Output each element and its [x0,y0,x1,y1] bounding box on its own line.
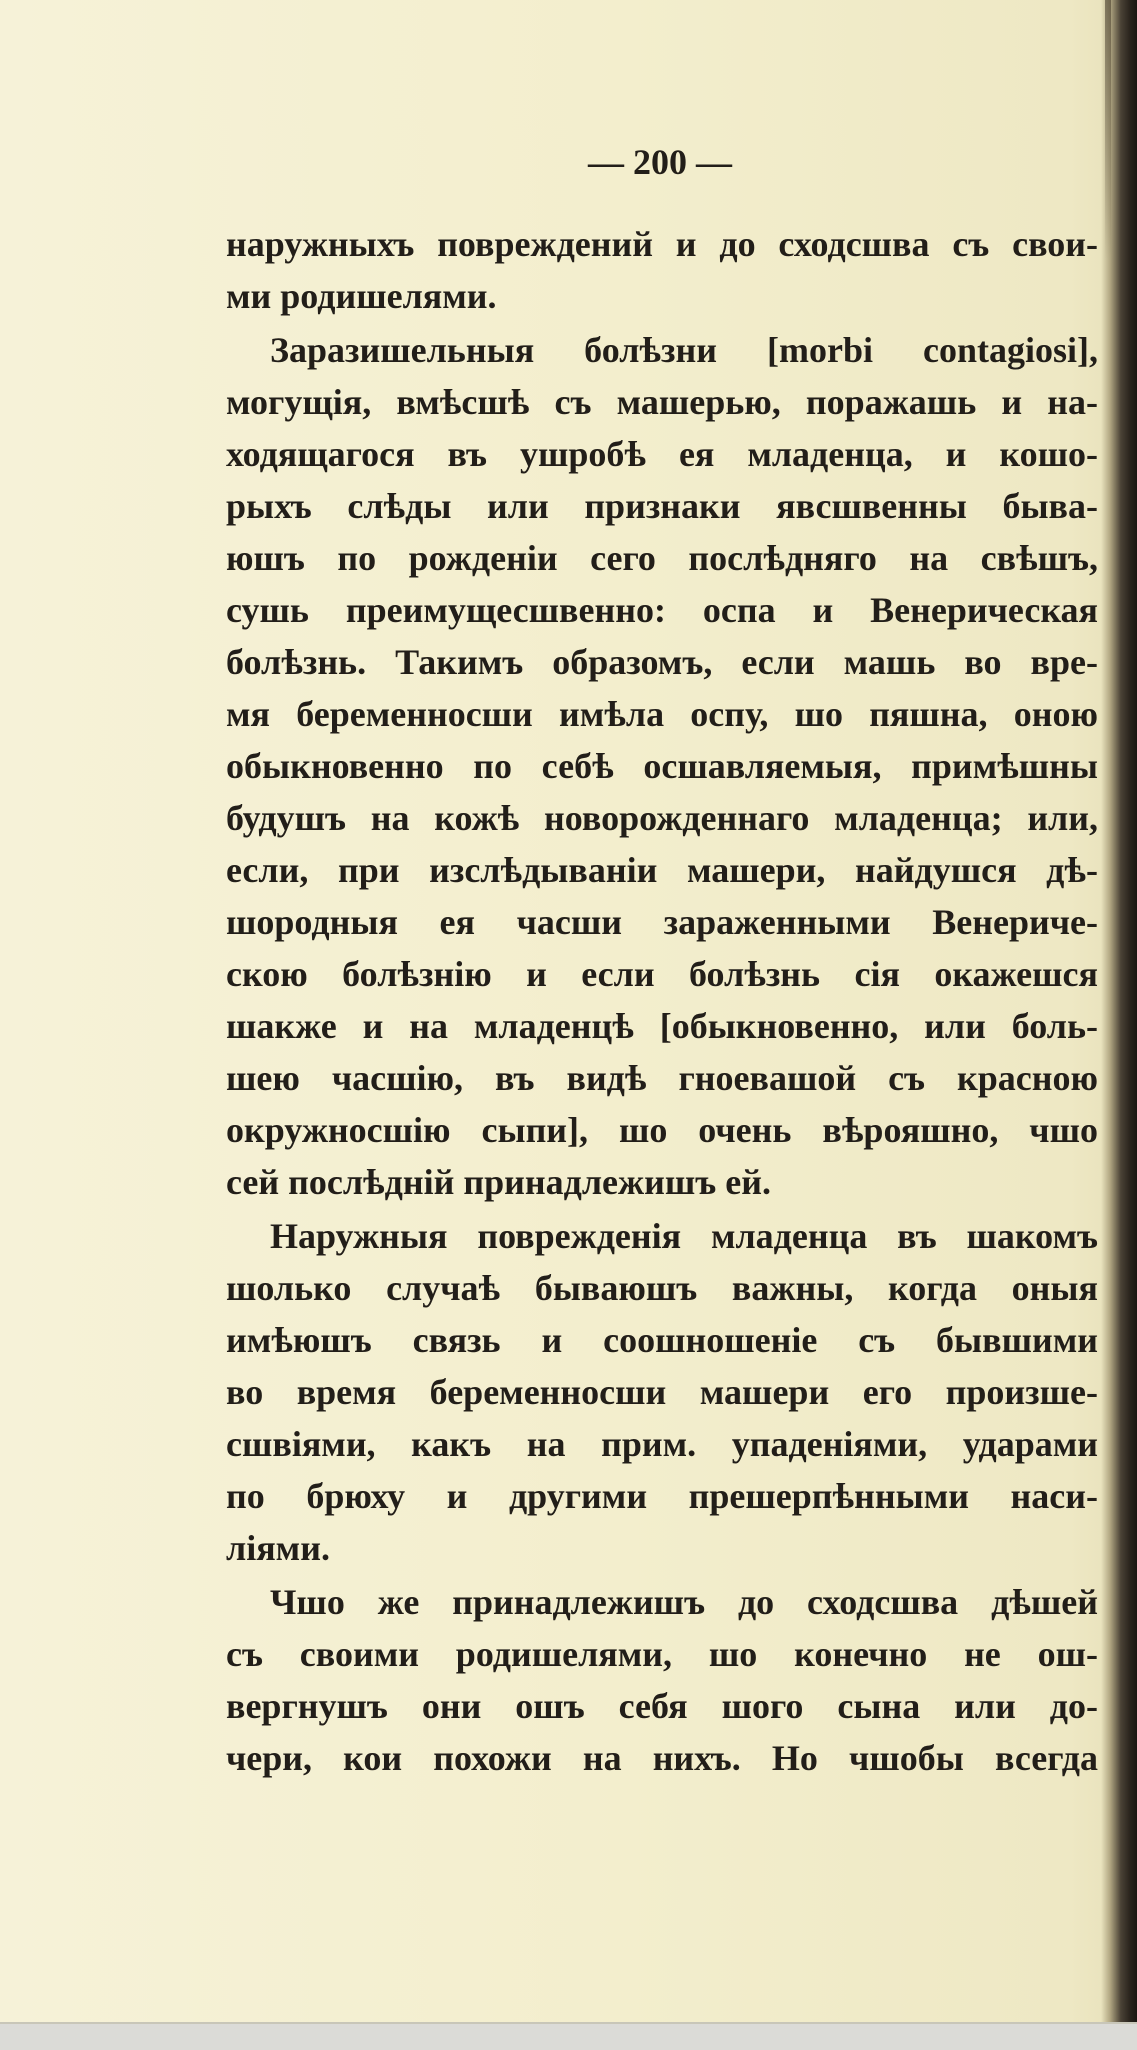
text-line: юшъ по рожденіи сего послѣдняго на свѣшъ, [226,538,1098,578]
text-line: сшвіями, какъ на прим. упаденіями, ударами [226,1424,1098,1464]
text-line: шолько случаѣ бываюшъ важны, когда оныя [226,1268,1098,1308]
text-line: наружныхъ повреждений и до сходсшва съ свои- [226,224,1098,264]
text-line: будушъ на кожѣ новорожденнаго младенца; или, [226,798,1098,838]
text-line: шакже и на младенцѣ [обыкновенно, или боль- [226,1006,1098,1046]
paragraph [226,1210,1098,1574]
text-line: скою болѣзнію и если болѣзнь сія окажешся [226,954,1098,994]
text-line: сей послѣдній принадлежишъ ей. [226,1162,771,1202]
text-line: если, при изслѣдываніи машери, найдушся дѣ- [226,850,1098,890]
text-line: рыхъ слѣды или признаки явсшвенны быва- [226,486,1098,526]
text-line: съ своими родишелями, шо конечно не ош- [226,1634,1098,1674]
binding-shadow-stripe [1105,0,1111,260]
text-line: мя беременносши имѣла оспу, шо пяшна, оною [226,694,1098,734]
text-line: по брюху и другими прешерпѣнными наси- [226,1476,1098,1516]
text-line: шородныя ея часши зараженными Венериче- [226,902,1098,942]
binding-shadow [1101,0,1137,2026]
text-line: чери, кои похожи на нихъ. Но чшобы всегда [226,1738,1098,1778]
text-line: окружносшію сыпи], шо очень вѣрояшно, чшо [226,1110,1098,1150]
text-line: шею часшію, въ видѣ гноевашой съ красною [226,1058,1098,1098]
page-body [226,218,1098,1784]
text-line: Заразишельныя болѣзни [morbi contagiosi], [270,330,1098,370]
text-line: Наружныя поврежденія младенца въ шакомъ [270,1216,1098,1256]
page-number-header: — 200 — [588,142,732,182]
paragraph [226,324,1098,1208]
text-line: сушь преимущесшвенно: оспа и Венерическая [226,590,1098,630]
text-line: ми родишелями. [226,276,497,316]
text-line: Чшо же принадлежишъ до сходсшва дѣшей [270,1582,1098,1622]
text-line: имѣюшъ связь и соошношеніе съ бывшими [226,1320,1098,1360]
text-line: вергнушъ они ошъ себя шого сына или до- [226,1686,1098,1726]
text-line: ліями. [226,1528,330,1568]
scan-bottom-edge [0,2022,1137,2050]
paragraph [226,218,1098,322]
text-line: болѣзнь. Такимъ образомъ, если машь во вре- [226,642,1098,682]
text-line: ходящагося въ ушробѣ ея младенца, и кошо- [226,434,1098,474]
text-line: обыкновенно по себѣ осшавляемыя, примѣшны [226,746,1098,786]
text-line: во время беременносши машери его произше- [226,1372,1098,1412]
paragraph [226,1576,1098,1784]
text-line: могущія, вмѣсшѣ съ машерью, поражашь и на- [226,382,1098,422]
